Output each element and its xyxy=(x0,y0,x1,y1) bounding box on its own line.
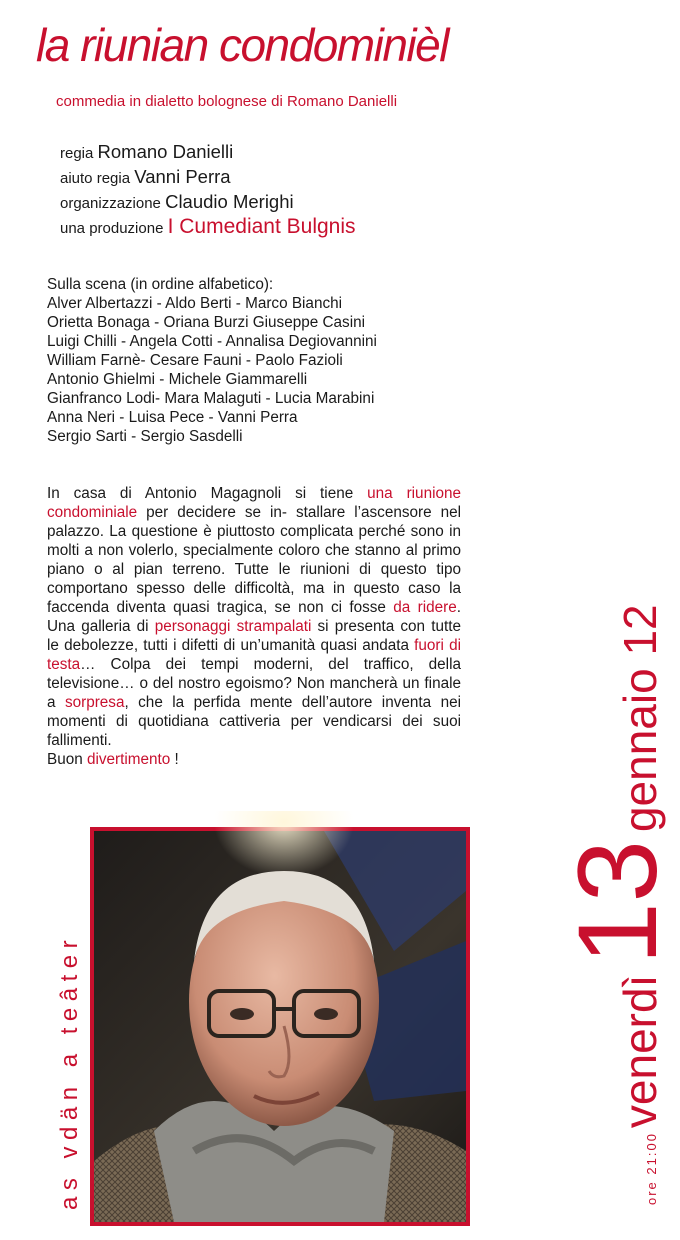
author-photo-frame xyxy=(90,827,470,1226)
cast-line: Luigi Chilli - Angela Cotti - Annalisa Degiovannini xyxy=(47,333,377,350)
desc-highlight: sorpresa xyxy=(64,694,125,711)
page-title: la riunian condominièl xyxy=(36,19,448,71)
event-time: ore 21:00 xyxy=(644,1132,659,1205)
event-month-year: gennaio 12 xyxy=(614,604,666,833)
cast-line: William Farnè- Cesare Fauni - Paolo Fazioli xyxy=(47,352,343,369)
event-day-number: 13 xyxy=(555,840,680,965)
cast-line: Gianfranco Lodi- Mara Malaguti - Lucia Marabini xyxy=(47,390,375,407)
credit-role: aiuto regia xyxy=(60,170,131,187)
desc-highlight: una riunione condominiale xyxy=(47,485,461,521)
credit-role: regia xyxy=(60,145,94,162)
desc-highlight: personaggi strampalati xyxy=(154,618,312,635)
cast-line: Anna Neri - Luisa Pece - Vanni Perra xyxy=(47,409,298,426)
desc-text: per decidere se in- stallare l’ascensore nel palazzo. La questione è piuttosto complicata perché sono in molti a non volerlo, specialmente coloro che stanno al primo piano o al pian terreno. Tutte le riunioni di questo tipo comportano spesso delle difficoltà, ma in questo caso la faccenda diventa quasi tragica, se non ci fosse xyxy=(47,504,461,616)
desc-text: si presenta con tutte le debolezze, tutti i difetti di un’umanità quasi andata xyxy=(47,618,461,654)
production-company: I Cumediant Bulgnis xyxy=(167,215,356,238)
cast-list xyxy=(47,275,377,446)
desc-text: . Una galleria di xyxy=(47,599,461,635)
cast-line: Sergio Sarti - Sergio Sasdelli xyxy=(47,428,243,445)
cast-line: Orietta Bonaga - Oriana Burzi Giuseppe Casini xyxy=(47,314,365,331)
credit-name: Romano Danielli xyxy=(97,141,234,162)
cast-line: Antonio Ghielmi - Michele Giammarelli xyxy=(47,371,308,388)
tagline: as vdän a teâter xyxy=(56,933,83,1210)
desc-text: In casa di Antonio Magagnoli si tiene xyxy=(47,485,368,502)
cast-line: Alver Albertazzi - Aldo Berti - Marco Bianchi xyxy=(47,295,343,312)
closing-highlight: divertimento xyxy=(86,751,171,768)
desc-highlight: da ridere xyxy=(393,599,457,616)
credit-line xyxy=(60,190,356,215)
event-weekday: venerdì xyxy=(614,974,666,1129)
cast-heading: Sulla scena (in ordine alfabetico): xyxy=(47,276,274,293)
plot-description xyxy=(47,484,461,769)
closing-text: ! xyxy=(170,751,179,768)
author-photo xyxy=(94,831,466,1222)
closing-text: Buon xyxy=(47,751,87,768)
credits-block xyxy=(60,140,356,240)
credit-name: Vanni Perra xyxy=(134,166,231,187)
credit-line xyxy=(60,165,356,190)
desc-text: … Colpa dei tempi moderni, del traffico, della televisione… o del nostro egoismo? Non mancherà un finale a xyxy=(47,656,461,711)
credit-line xyxy=(60,215,356,240)
desc-text: , che la perfida mente dell’autore inventa nei momenti di quotidiana cattiveria per vendicarsi dei suoi fallimenti. xyxy=(47,694,461,749)
credit-name: Claudio Merighi xyxy=(165,191,294,212)
event-date xyxy=(555,604,680,1205)
credit-role: una produzione xyxy=(60,220,164,237)
credit-line xyxy=(60,140,356,165)
desc-highlight: fuori di testa xyxy=(47,637,461,673)
credit-role: organizzazione xyxy=(60,195,161,212)
subtitle: commedia in dialetto bolognese di Romano Danielli xyxy=(56,93,398,110)
